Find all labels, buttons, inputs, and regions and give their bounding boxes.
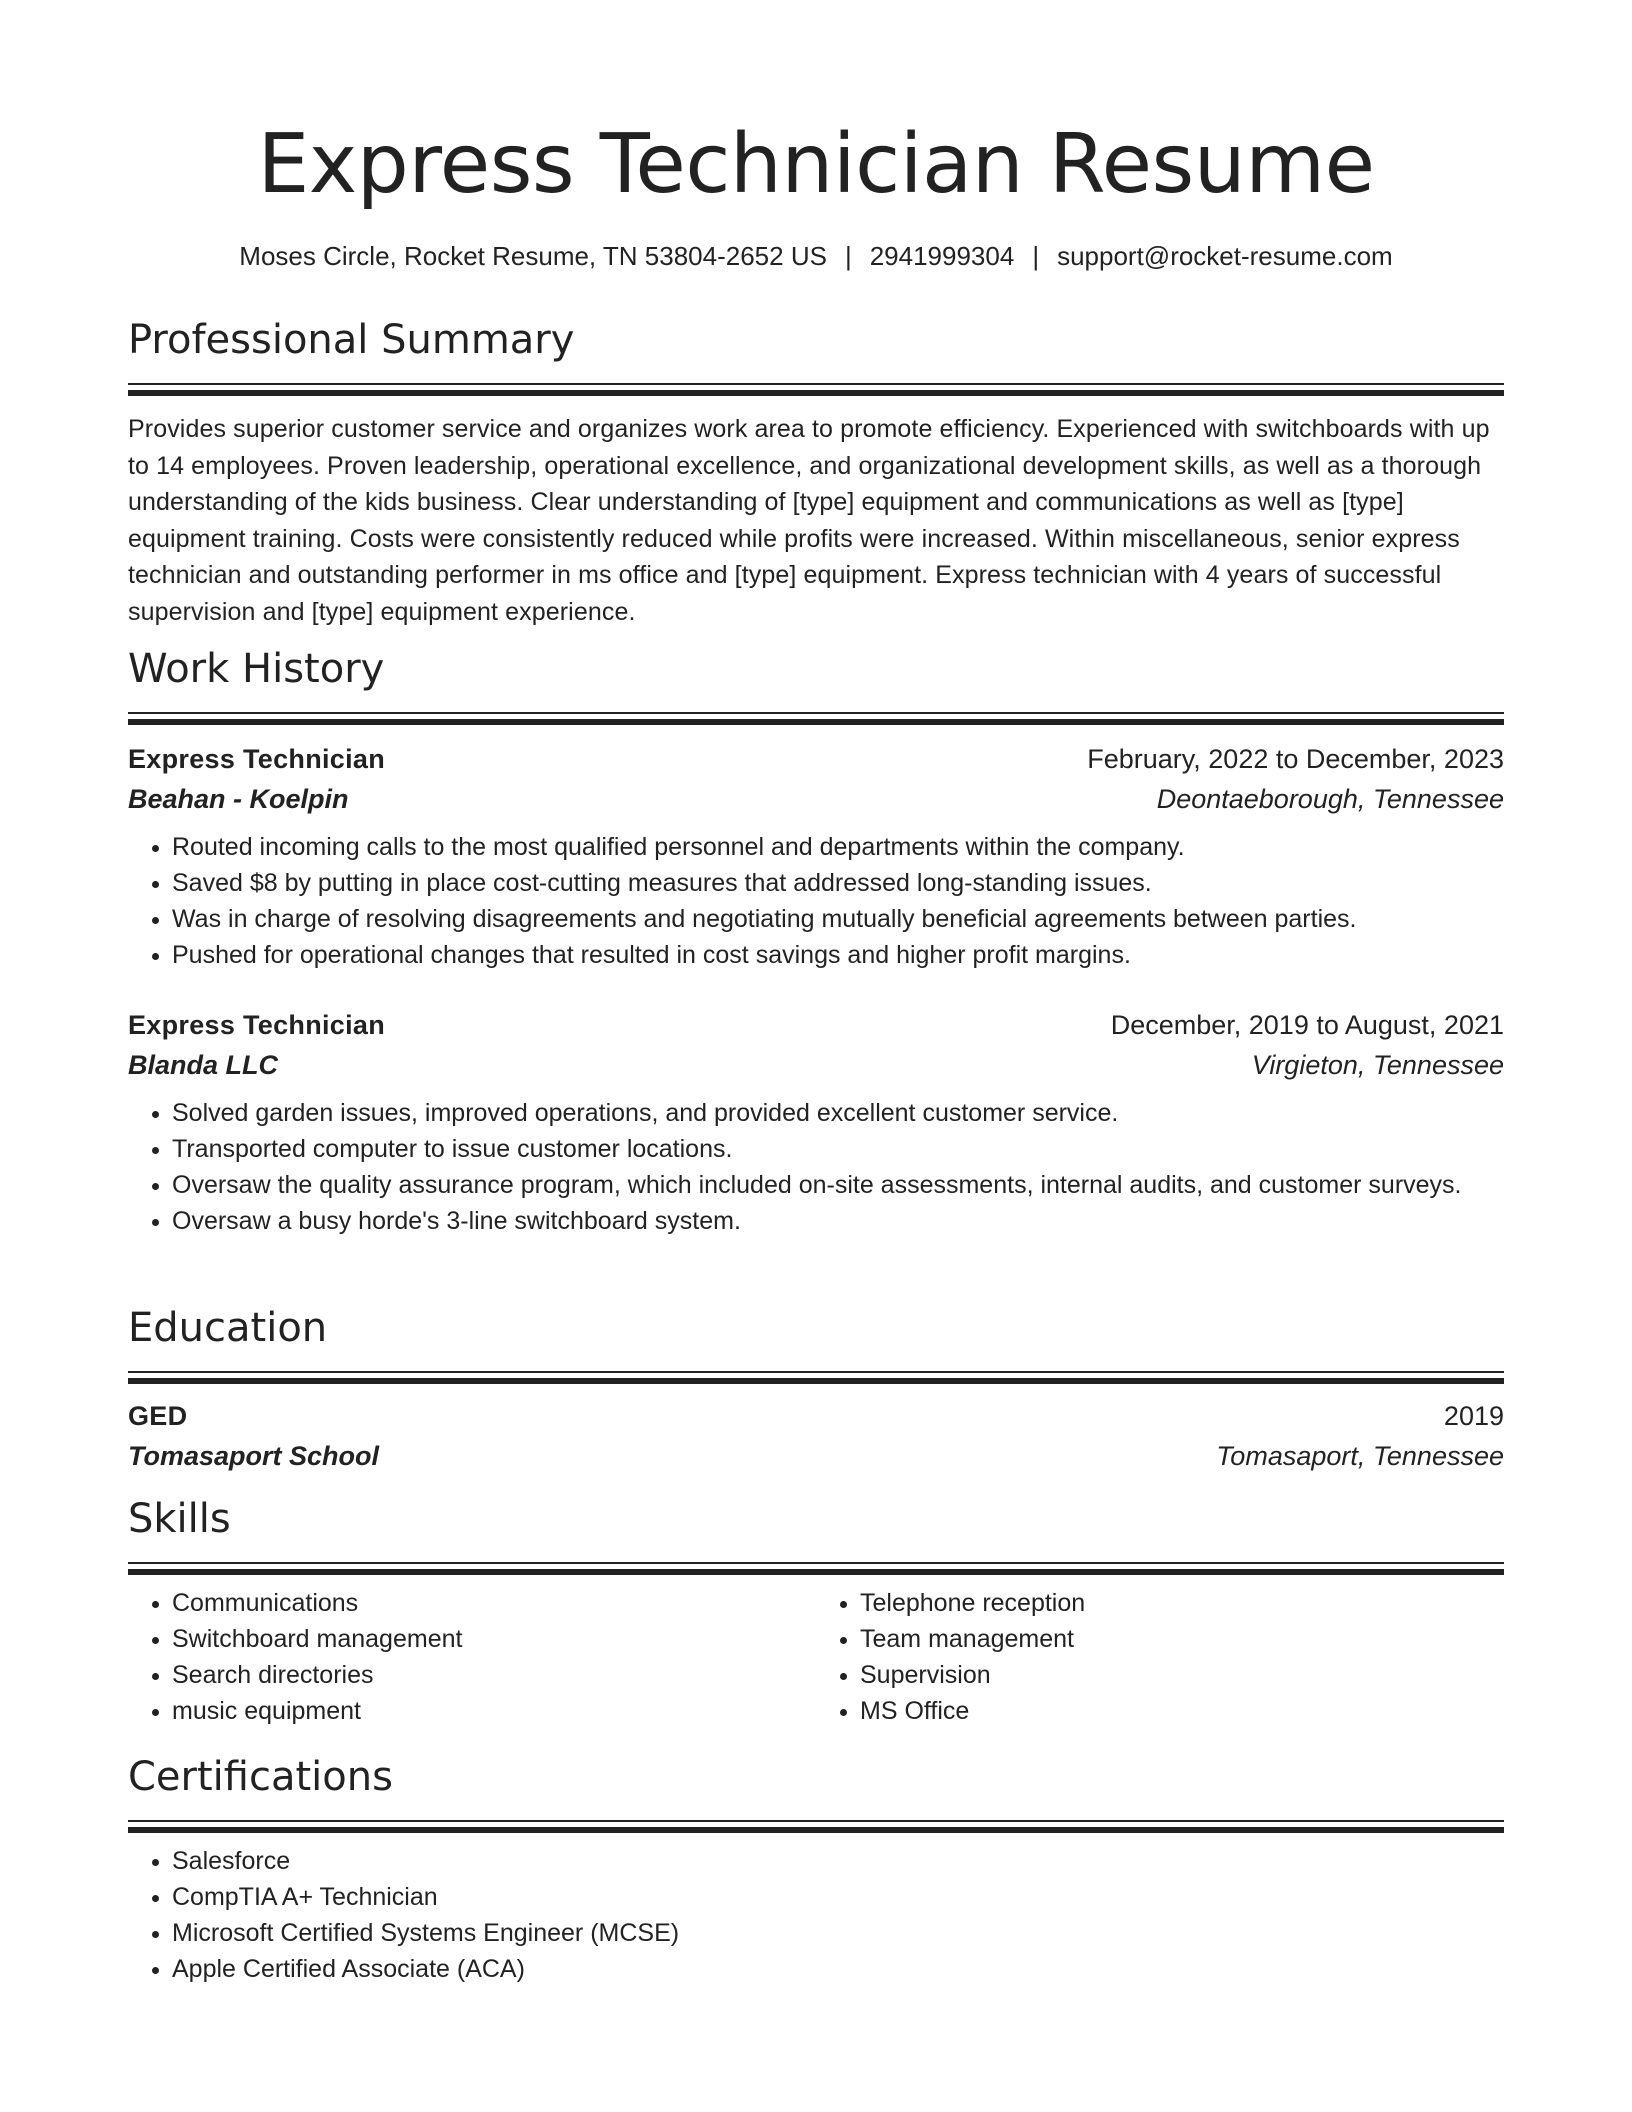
skill-item: • Telephone reception	[860, 1585, 1504, 1621]
section-heading-work-history: Work History	[128, 646, 385, 692]
education-school-row	[128, 1436, 1504, 1476]
job-bullet-list	[128, 1095, 1504, 1239]
section-heading-skills: Skills	[128, 1496, 231, 1542]
job-bullet: • Oversaw the quality assurance program, which included on-site assessments, internal audits, and customer surveys.	[172, 1167, 1504, 1203]
job-bullet: • Was in charge of resolving disagreements and negotiating mutually beneficial agreements between parties.	[172, 901, 1504, 937]
skill-item: • Team management	[860, 1621, 1504, 1657]
skills-list-right	[816, 1585, 1504, 1729]
work-history-section	[128, 644, 1504, 1239]
certification-item: • Microsoft Certified Systems Engineer (MCSE)	[172, 1915, 1504, 1951]
skill-item: • Supervision	[860, 1657, 1504, 1693]
job-dates: December, 2019 to August, 2021	[1110, 1010, 1504, 1040]
contact-email[interactable]: support@rocket-resume.com	[1057, 241, 1393, 271]
skills-columns	[128, 1575, 1504, 1729]
section-heading-certifications: Certifications	[128, 1754, 393, 1800]
education-school: Tomasaport School	[128, 1441, 380, 1471]
job-company-row	[128, 1045, 1504, 1085]
job-title: Express Technician	[128, 744, 386, 774]
job-title: Express Technician	[128, 1010, 386, 1040]
job-header-row	[128, 1005, 1504, 1045]
skill-item: • music equipment	[172, 1693, 816, 1729]
job-company: Blanda LLC	[128, 1050, 279, 1080]
certifications-section	[128, 1752, 1504, 1987]
job-header-row	[128, 739, 1504, 779]
skill-item: • MS Office	[860, 1693, 1504, 1729]
skill-item: • Search directories	[172, 1657, 816, 1693]
certification-item: • Salesforce	[172, 1843, 1504, 1879]
education-entry	[128, 1396, 1504, 1476]
section-heading-education: Education	[128, 1305, 328, 1351]
job-location: Deontaeborough, Tennessee	[1156, 784, 1504, 814]
job-company: Beahan - Koelpin	[128, 784, 349, 814]
section-divider-thick	[128, 390, 1504, 396]
skills-list-left	[128, 1585, 816, 1729]
certifications-list	[128, 1843, 1504, 1987]
education-year: 2019	[1443, 1401, 1504, 1431]
job-bullet: • Routed incoming calls to the most qualified personnel and departments within the company.	[172, 829, 1504, 865]
section-divider	[128, 383, 1504, 385]
education-header-row	[128, 1396, 1504, 1436]
job-company-row	[128, 779, 1504, 819]
contact-address: Moses Circle, Rocket Resume, TN 53804-2652 US	[239, 241, 827, 271]
certification-item: • Apple Certified Associate (ACA)	[172, 1951, 1504, 1987]
skill-item: • Communications	[172, 1585, 816, 1621]
section-divider-thick	[128, 1378, 1504, 1384]
job-bullet-list	[128, 829, 1504, 973]
section-divider	[128, 1562, 1504, 1564]
education-degree: GED	[128, 1401, 188, 1431]
job-bullet: • Transported computer to issue customer locations.	[172, 1131, 1504, 1167]
job-bullet: • Solved garden issues, improved operations, and provided excellent customer service.	[172, 1095, 1504, 1131]
section-divider	[128, 712, 1504, 714]
job-bullet: • Saved $8 by putting in place cost-cutting measures that addressed long-standing issues.	[172, 865, 1504, 901]
job-bullet: • Pushed for operational changes that resulted in cost savings and higher profit margins.	[172, 937, 1504, 973]
skills-section	[128, 1494, 1504, 1729]
job-dates: February, 2022 to December, 2023	[1087, 744, 1504, 774]
section-heading-summary: Professional Summary	[128, 317, 575, 363]
job-entry	[128, 1005, 1504, 1239]
contact-phone: 2941999304	[869, 241, 1015, 271]
contact-separator: |	[844, 241, 852, 271]
section-divider-thick	[128, 1827, 1504, 1833]
education-section	[128, 1303, 1504, 1476]
section-divider-thick	[128, 719, 1504, 725]
summary-text: Provides superior customer service and organizes work area to promote efficiency. Experienced with switchboards with up to 14 employees. Proven leadership, operational excellence, and organizational development skills, as well as a thorough understanding of the kids business. Clear understanding of [type] equipment and communications as well as [type] equipment training. Costs were consistently reduced while profits were increased. Within miscellaneous, senior express technician and outstanding performer in ms office and [type] equipment. Express technician with 4 years of successful supervision and [type] equipment experience.	[128, 415, 1490, 626]
skill-item: • Switchboard management	[172, 1621, 816, 1657]
job-bullet: • Oversaw a busy horde's 3-line switchboard system.	[172, 1203, 1504, 1239]
contact-separator: |	[1032, 241, 1040, 271]
education-location: Tomasaport, Tennessee	[1216, 1441, 1504, 1471]
summary-section	[128, 315, 1504, 630]
section-divider	[128, 1820, 1504, 1822]
certification-item: • CompTIA A+ Technician	[172, 1879, 1504, 1915]
job-entry	[128, 739, 1504, 973]
resume-title: Express Technician Resume	[257, 117, 1375, 212]
job-location: Virgieton, Tennessee	[1251, 1050, 1504, 1080]
section-divider	[128, 1371, 1504, 1373]
contact-line	[128, 236, 1504, 276]
